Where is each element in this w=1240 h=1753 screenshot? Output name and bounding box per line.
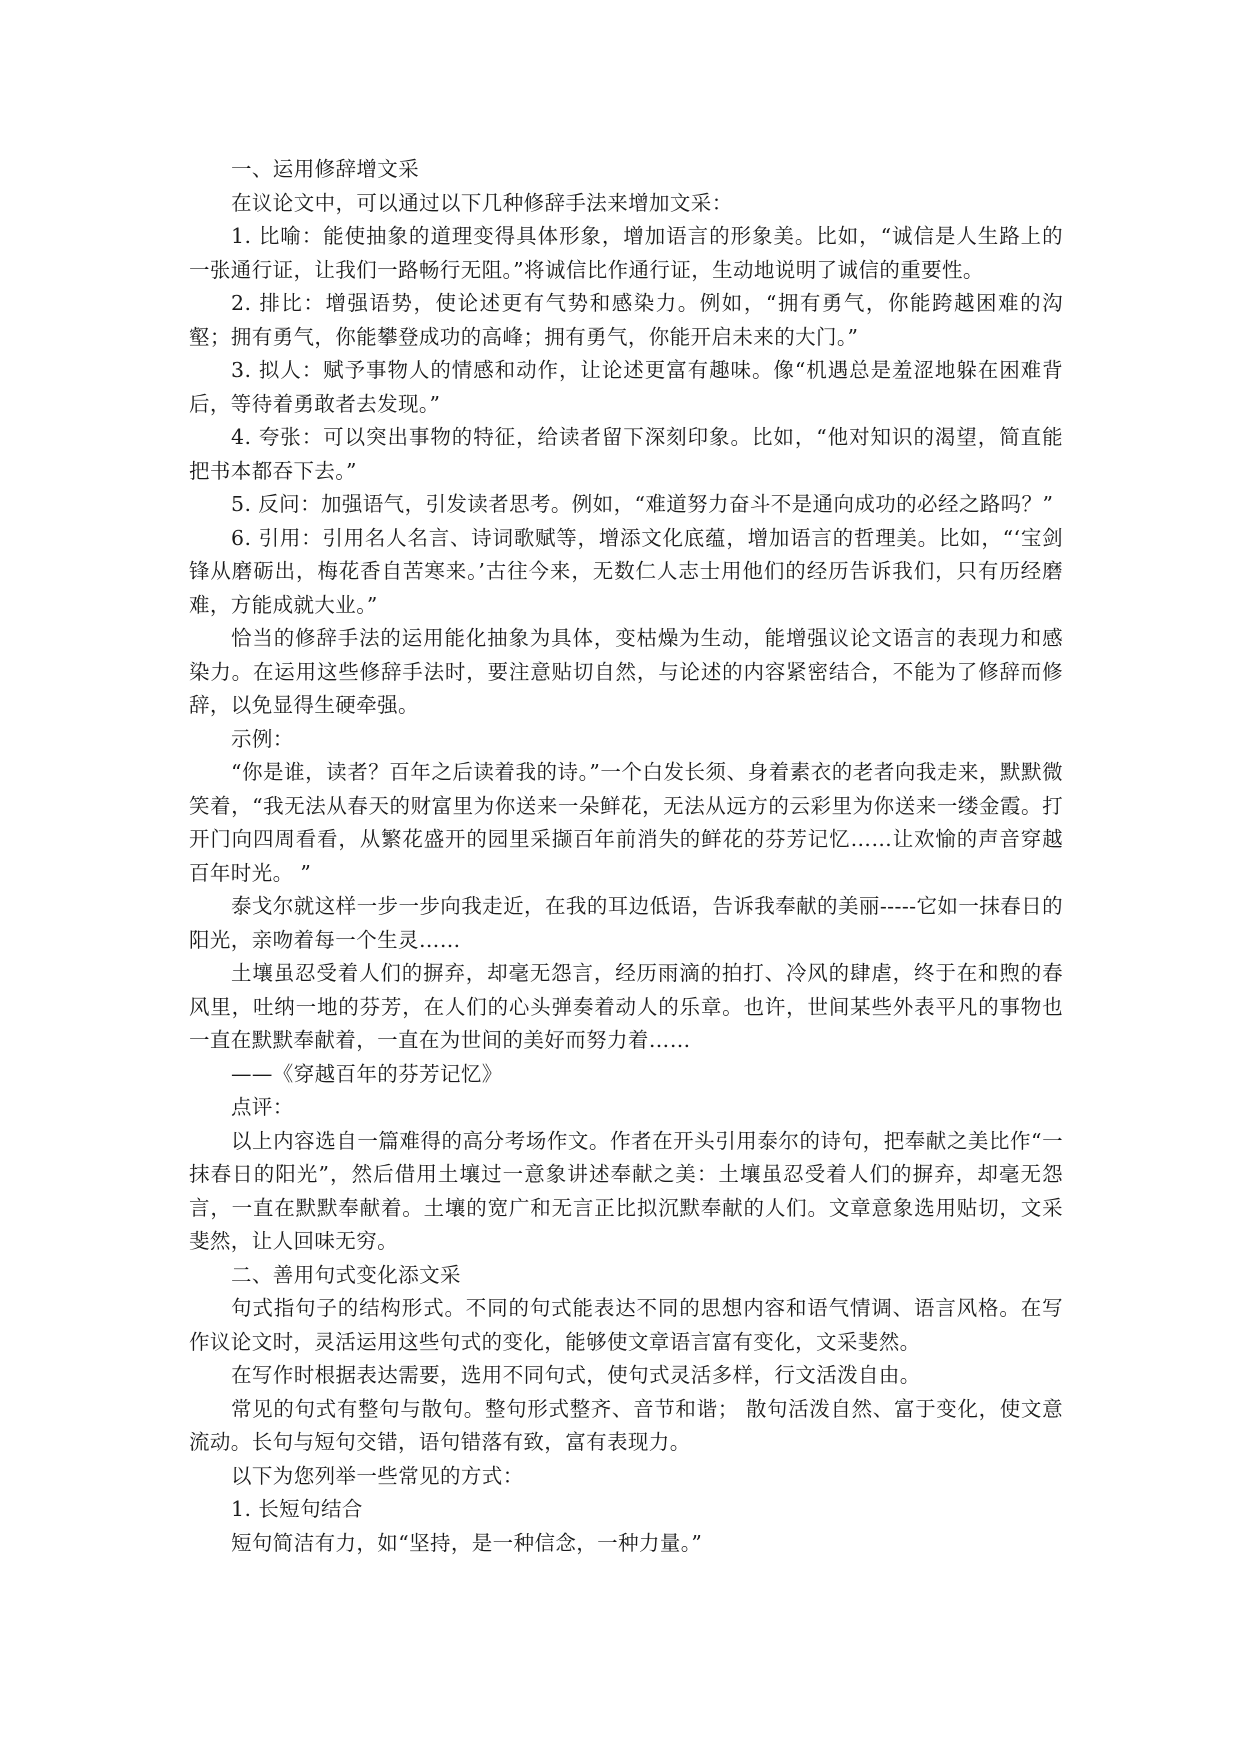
paragraph: 句式指句子的结构形式。不同的句式能表达不同的思想内容和语气情调、语言风格。在写作议论文时，灵活运用这些句式的变化，能够使文章语言富有变化，文采斐然。	[189, 1296, 1063, 1354]
list-item-hyperbole: 4. 夸张：可以突出事物的特征，给读者留下深刻印象。比如，“他对知识的渴望，简直能把书本都吞下去。”	[189, 425, 1063, 483]
list-item-quotation: 6. 引用：引用名人名言、诗词歌赋等，增添文化底蕴，增加语言的哲理美。比如，“‘宝剑锋从磨砺出，梅花香自苦寒来。’古往今来，无数仁人志士用他们的经历告诉我们，只有历经磨难，方能成就大业。”	[189, 525, 1063, 617]
example-label: 示例：	[231, 726, 294, 751]
list-item-long-short-sentences: 1. 长短句结合	[231, 1497, 363, 1521]
comment-label: 点评：	[231, 1095, 294, 1119]
paragraph: 以下为您列举一些常见的方式：	[231, 1463, 524, 1488]
list-item-rhetorical-question: 5. 反问：加强语气，引发读者思考。例如，“难道努力奋斗不是通向成功的必经之路吗？”	[231, 492, 1054, 516]
section-heading-sentence-patterns: 二、善用句式变化添文采	[231, 1262, 461, 1287]
paragraph: 恰当的修辞手法的运用能化抽象为具体，变枯燥为生动，能增强议论文语言的表现力和感染力。在运用这些修辞手法时，要注意贴切自然，与论述的内容紧密结合，不能为了修辞而修辞，以免显得生硬牵强。	[189, 626, 1063, 717]
example-paragraph: “你是谁，读者？百年之后读着我的诗。”一个白发长须、身着素衣的老者向我走来，默默微笑着，“我无法从春天的财富里为你送来一朵鲜花，无法从远方的云彩里为你送来一缕金霞。打开门向四周看看，从繁花盛开的园里采撷百年前消失的鲜花的芬芳记忆……让欢愉的声音穿越百年时光。 ”	[189, 760, 1063, 885]
example-paragraph: 泰戈尔就这样一步一步向我走近，在我的耳边低语，告诉我奉献的美丽-----它如一抹春日的阳光，亲吻着每一个生灵……	[189, 894, 1063, 952]
paragraph: 短句简洁有力，如“坚持，是一种信念，一种力量。”	[231, 1530, 703, 1555]
paragraph: 常见的句式有整句与散句。整句形式整齐、音节和谐； 散句活泼自然、富于变化，使文意流动。长句与短句交错，语句错落有致，富有表现力。	[189, 1396, 1063, 1454]
example-paragraph: 土壤虽忍受着人们的摒弃，却毫无怨言，经历雨滴的拍打、冷风的肆虐，终于在和煦的春风里，吐纳一地的芬芳，在人们的心头弹奏着动人的乐章。也许，世间某些外表平凡的事物也一直在默默奉献着，一直在为世间的美好而努力着……	[189, 961, 1063, 1052]
example-source: ——《穿越百年的芬芳记忆》	[231, 1061, 503, 1086]
list-item-metaphor: 1. 比喻：能使抽象的道理变得具体形象，增加语言的形象美。比如，“诚信是人生路上的一张通行证，让我们一路畅行无阻。”将诚信比作通行证，生动地说明了诚信的重要性。	[189, 224, 1063, 282]
comment-paragraph: 以上内容选自一篇难得的高分考场作文。作者在开头引用泰尔的诗句，把奉献之美比作“一抹春日的阳光”，然后借用土壤过一意象讲述奉献之美：土壤虽忍受着人们的摒弃，却毫无怨言，一直在默默奉献着。土壤的宽广和无言正比拟沉默奉献的人们。文章意象选用贴切，文采斐然，让人回味无穷。	[189, 1128, 1063, 1253]
list-item-parallelism: 2. 排比：增强语势，使论述更有气势和感染力。例如，“拥有勇气，你能跨越困难的沟壑；拥有勇气，你能攀登成功的高峰；拥有勇气，你能开启未来的大门。”	[189, 291, 1063, 349]
paragraph: 在议论文中，可以通过以下几种修辞手法来增加文采：	[231, 190, 733, 215]
list-item-personification: 3. 拟人：赋予事物人的情感和动作，让论述更富有趣味。像“机遇总是羞涩地躲在困难背后，等待着勇敢者去发现。”	[189, 358, 1063, 416]
paragraph: 在写作时根据表达需要，选用不同句式，使句式灵活多样，行文活泼自由。	[231, 1363, 921, 1387]
section-heading-rhetoric: 一、运用修辞增文采	[231, 157, 420, 181]
